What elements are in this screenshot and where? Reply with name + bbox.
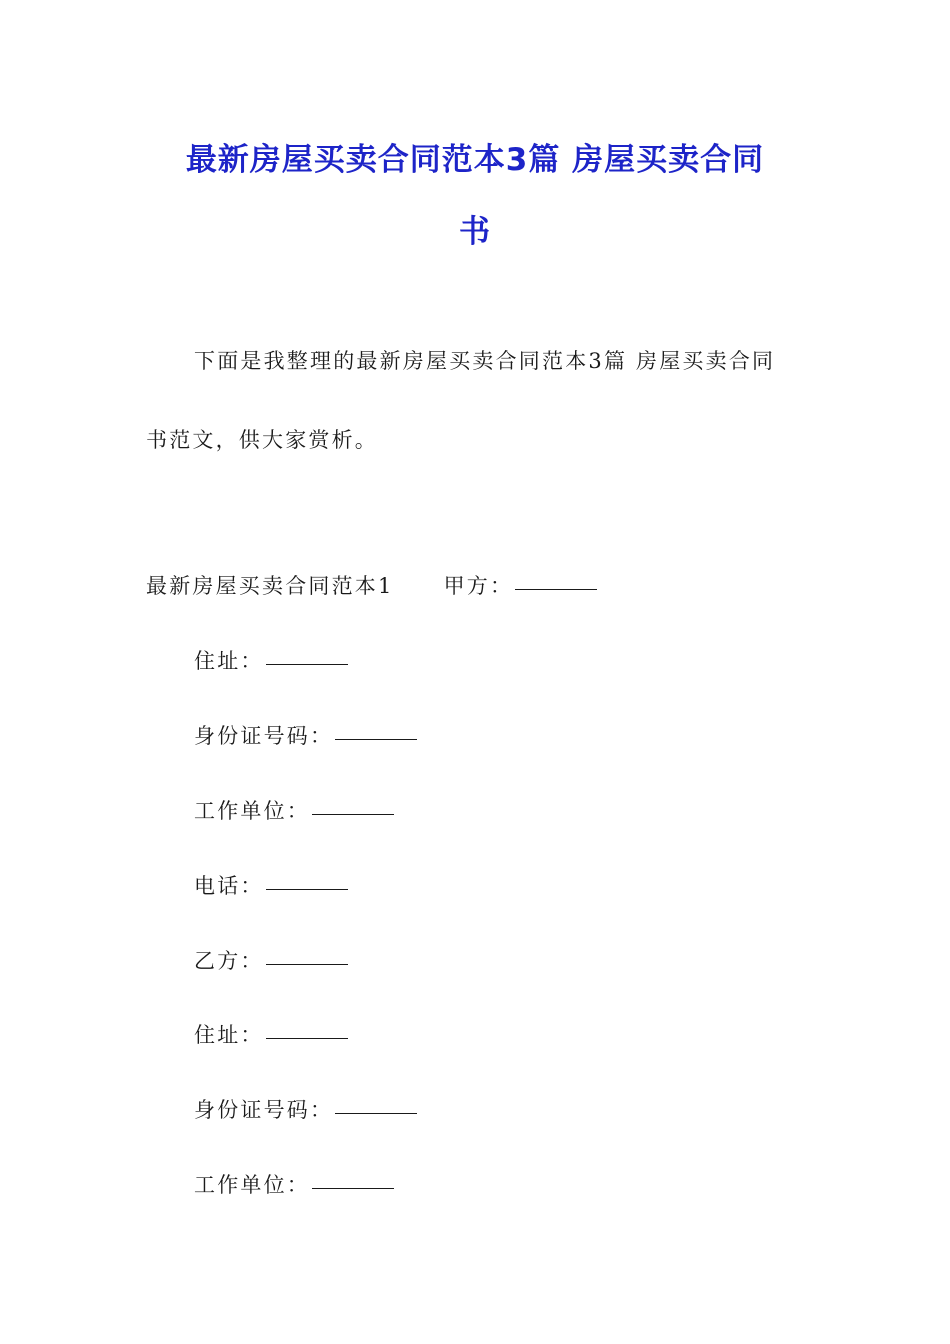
field-row-id-number-a — [194, 720, 417, 750]
field-blank — [266, 663, 348, 665]
field-label: 乙方： — [194, 949, 264, 973]
field-blank — [266, 888, 348, 890]
field-label: 工作单位： — [194, 799, 310, 823]
field-blank — [312, 813, 394, 815]
intro-paragraph-line-1: 下面是我整理的最新房屋买卖合同范本3篇 房屋买卖合同 — [194, 349, 776, 373]
intro-paragraph-line-2: 书范文，供大家赏析。 — [146, 428, 378, 452]
field-row-party-b — [194, 945, 348, 975]
field-label: 身份证号码： — [194, 724, 334, 748]
section-heading-row — [146, 570, 597, 600]
field-label: 住址： — [194, 649, 264, 673]
field-blank — [335, 738, 417, 740]
party-a-blank — [515, 588, 597, 590]
field-row-id-number-b — [194, 1094, 417, 1124]
document-title-line-2: 书 — [459, 214, 491, 250]
field-blank — [266, 1037, 348, 1039]
field-label: 电话： — [194, 874, 264, 898]
document-title-line-1: 最新房屋买卖合同范本3篇 房屋买卖合同 — [185, 142, 765, 178]
field-blank — [335, 1112, 417, 1114]
field-row-workplace-b — [194, 1169, 394, 1199]
party-a-label: 甲方： — [443, 574, 514, 598]
section-heading: 最新房屋买卖合同范本1 — [146, 574, 394, 598]
field-row-address-a — [194, 645, 348, 675]
field-label: 住址： — [194, 1023, 264, 1047]
field-blank — [312, 1187, 394, 1189]
field-label: 工作单位： — [194, 1173, 310, 1197]
field-blank — [266, 963, 348, 965]
field-label: 身份证号码： — [194, 1098, 334, 1122]
field-row-phone-a — [194, 870, 348, 900]
field-row-workplace-a — [194, 795, 394, 825]
field-row-address-b — [194, 1019, 348, 1049]
